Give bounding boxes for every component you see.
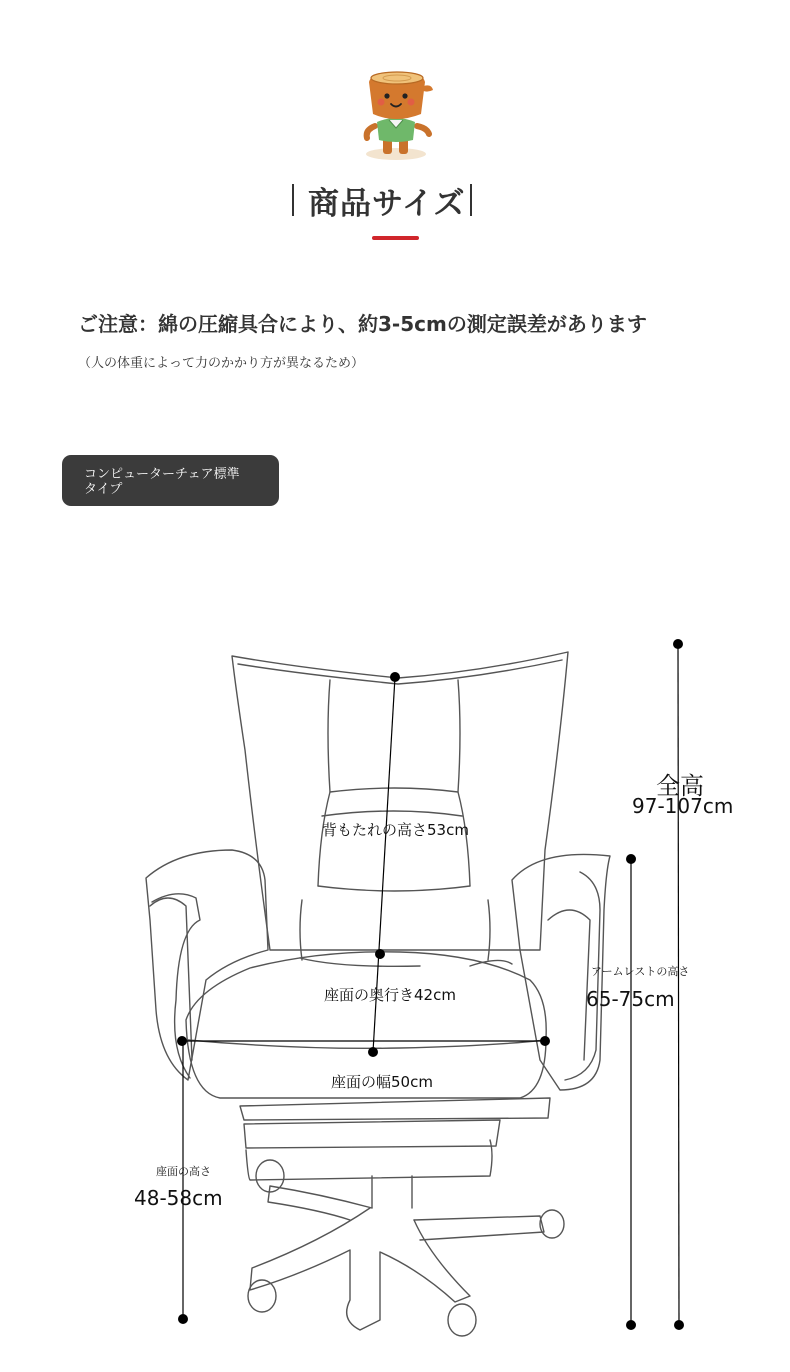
armrest-height-label: アームレストの高さ: [591, 965, 690, 978]
measurement-notice: ご注意：綿の圧縮具合により、約3-5cmの測定誤差があります: [78, 312, 647, 336]
section-title-text: 商品サイズ: [308, 185, 466, 222]
chair-dimension-diagram: [0, 620, 790, 1368]
chair-type-badge-line2: タイプ: [84, 482, 123, 497]
seat-depth-label: 座面の奥行き42cm: [324, 986, 456, 1004]
measurement-notice-sub: （人の体重によって力のかかり方が異なるため）: [78, 356, 365, 371]
seat-height-value: 48-58cm: [134, 1186, 223, 1210]
armrest-height-value: 65-75cm: [586, 987, 675, 1011]
total-height-label: 全高: [656, 772, 704, 800]
backrest-height-label: 背もたれの高さ53cm: [322, 821, 469, 839]
chair-type-badge-line1: コンピューターチェア標準: [84, 467, 240, 482]
chair-type-badge: [62, 455, 279, 506]
title-underline: [372, 236, 419, 240]
title-left-bar: [292, 184, 294, 216]
tree-stump-mascot-icon: [355, 68, 437, 164]
total-height-value: 97-107cm: [632, 794, 734, 818]
section-title: [292, 180, 472, 220]
seat-width-label: 座面の幅50cm: [331, 1073, 433, 1091]
seat-height-label: 座面の高さ: [156, 1165, 211, 1178]
title-right-bar: [470, 184, 472, 216]
